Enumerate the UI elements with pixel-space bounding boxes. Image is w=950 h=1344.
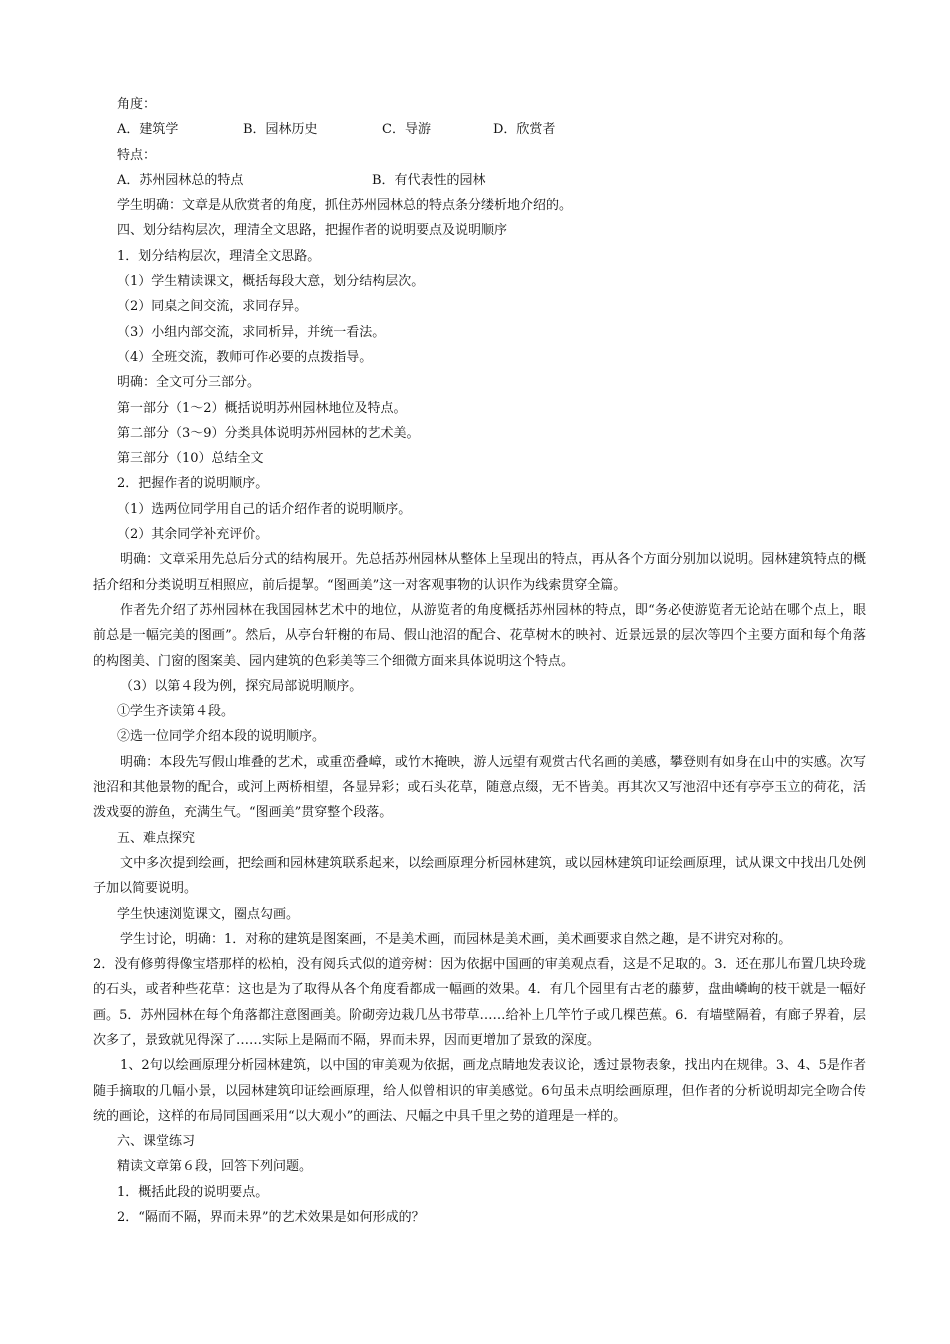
text-line: （1）学生精读课文，概括每段大意，划分结构层次。	[117, 274, 425, 290]
text-line: 第一部分（1～2）概括说明苏州园林地位及特点。	[117, 400, 407, 416]
text-line: （1）选两位同学用自己的话介绍作者的说明顺序。	[117, 501, 412, 517]
text-line: 第二部分（3～9）分类具体说明苏州园林的艺术美。	[117, 425, 420, 441]
text-line: 明确：全文可分三部分。	[117, 375, 261, 391]
text-line: 2．“隔而不隔，界而未界”的艺术效果是如何形成的？	[117, 1210, 425, 1226]
feature-option-a: A．苏州园林总的特点	[117, 172, 244, 188]
text-line: ②选一位同学介绍本段的说明顺序。	[117, 729, 326, 745]
text-line: （4）全班交流，教师可作必要的点拨指导。	[117, 349, 373, 365]
paragraph: 1、2句以绘画原理分析园林建筑，以中国的审美观为依据，画龙点睛地发表议论，透过景物表象，找出内在规律。3、4、5是作者随手摘取的几幅小景，以园林建筑印证绘画原理，给人似曾相识的审美感觉。6句虽未点明绘画原理，但作者的分析说明却完全吻合传统的画论，这样的布局同国画采用“以大观小”的画法、尺幅之中具千里之势的道理是一样的。	[93, 1058, 866, 1124]
text-line: 1．划分结构层次，理清全文思路。	[117, 248, 321, 264]
feature-options	[93, 168, 866, 193]
paragraph: 文中多次提到绘画，把绘画和园林建筑联系起来，以绘画原理分析园林建筑，或以园林建筑印证绘画原理，试从课文中找出几处例子加以简要说明。	[93, 855, 866, 897]
paragraph: 明确：本段先写假山堆叠的艺术，或重峦叠嶂，或竹木掩映，游人远望有观赏古代名画的美感，攀登则有如身在山中的实感。次写池沼和其他景物的配合，或河上两桥相望，各显异彩；或石头花草，随意点缀，无不皆美。再其次又写池沼中还有亭亭玉立的荷花，活泼戏耍的游鱼，充满生气。“图画美”贯穿整个段落。	[93, 754, 866, 821]
text-line: ①学生齐读第４段。	[117, 704, 235, 720]
angle-option-b: B．园林历史	[243, 122, 318, 138]
feature-label: 特点：	[117, 147, 157, 163]
feature-option-b: B．有代表性的园林	[372, 172, 486, 188]
text-line: 精读文章第６段，回答下列问题。	[117, 1159, 313, 1175]
section-heading: 五、难点探究	[117, 830, 196, 846]
text-line: 学生明确：文章是从欣赏者的角度，抓住苏州园林总的特点条分缕析地介绍的。	[117, 198, 573, 214]
text-line: （3）以第４段为例，探究局部说明顺序。	[120, 678, 363, 694]
text-line: （3）小组内部交流，求同析异，并统一看法。	[117, 324, 386, 340]
paragraph: 学生讨论，明确：1．对称的建筑是图案画，不是美术画，而园林是美术画，美术画要求自然之趣，是不讲究对称的。	[120, 931, 792, 947]
paragraph: 2．没有修剪得像宝塔那样的松柏，没有阅兵式似的道旁树：因为依据中国画的审美观点看，这是不足取的。3．还在那儿布置几块玲珑的石头，或者种些花草：这也是为了取得从各个角度看都成一幅画的效果。4．有几个园里有古老的藤萝，盘曲嶙峋的枝干就是一幅好画。5．苏州园林在每个角落都注意图画美。阶砌旁边栽几丛书带草……给补上几竿竹子或几棵芭蕉。6．有墙壁隔着，有廊子界着，层次多了，景致就见得深了……实际上是隔而不隔，界而未界，因而更增加了景致的深度。	[93, 957, 866, 1048]
text-line: （2）其余同学补充评价。	[117, 527, 269, 543]
section-heading: 四、划分结构层次，理清全文思路，把握作者的说明要点及说明顺序	[117, 223, 508, 239]
angle-option-d: D．欣赏者	[493, 122, 556, 138]
angle-option-a: A．建筑学	[117, 122, 179, 138]
text-line: （2）同桌之间交流，求同存异。	[117, 299, 308, 315]
text-line: 1．概括此段的说明要点。	[117, 1184, 269, 1200]
text-line: 学生快速浏览课文，圈点勾画。	[117, 906, 300, 922]
section-heading: 六、课堂练习	[117, 1134, 196, 1150]
angle-label: 角度：	[117, 97, 157, 112]
text-line: 第三部分（10）总结全文	[117, 451, 264, 467]
angle-option-c: C．导游	[382, 122, 431, 138]
paragraph: 明确：文章采用先总后分式的结构展开。先总括苏州园林从整体上呈现出的特点，再从各个方面分别加以说明。园林建筑特点的概括介绍和分类说明互相照应，前后提挈。“图画美”这一对客观事物的认识作为线索贯穿全篇。	[93, 552, 866, 593]
paragraph: 作者先介绍了苏州园林在我国园林艺术中的地位，从游览者的角度概括苏州园林的特点，即“务必使游览者无论站在哪个点上，眼前总是一幅完美的图画”。然后，从亭台轩榭的布局、假山池沼的配合、花草树木的映衬、近景远景的层次等四个主要方面和每个角落的构图美、门窗的图案美、园内建筑的色彩美等三个细微方面来具体说明这个特点。	[93, 602, 866, 669]
angle-options	[93, 117, 866, 142]
text-line: 2．把握作者的说明顺序。	[117, 476, 269, 492]
